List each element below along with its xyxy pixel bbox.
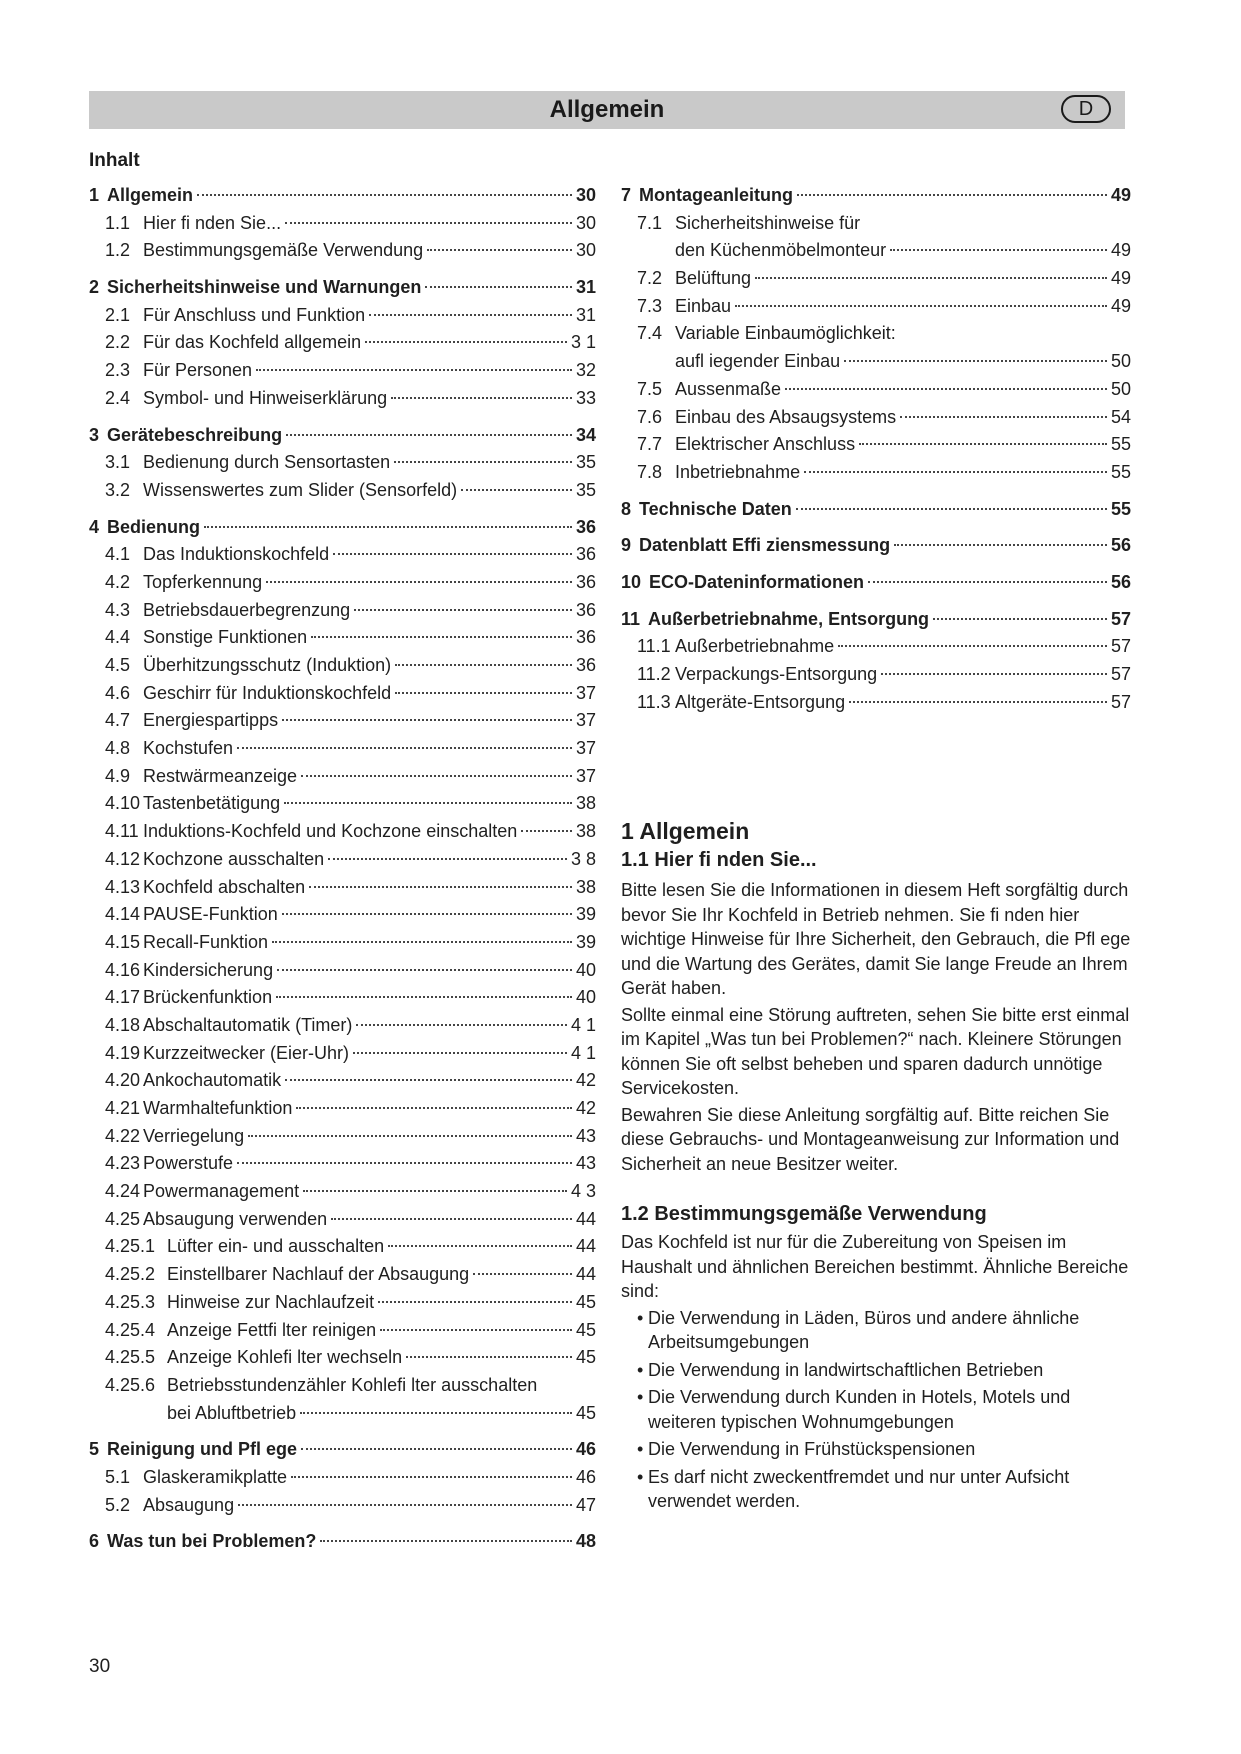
toc-page-number: 34 [575,424,596,445]
toc-entry: bei Abluftbetrieb 45 [89,1400,596,1428]
toc-entry: 5.1 Glaskeramikplatte 46 [89,1464,596,1492]
toc-page-number: 39 [575,931,596,952]
toc-entry: 4.9 Restwärmeanzeige 37 [89,763,596,791]
toc-entry: 4.13 Kochfeld abschalten 38 [89,874,596,902]
toc-entry: 1.1 Hier fi nden Sie... 30 [89,210,596,238]
paragraph: Das Kochfeld ist nur für die Zubereitung von Speisen im Haushalt und ähnlichen Bereichen bestimmt. Ähnliche Bereiche sind: [621,1232,1129,1301]
toc-page-number: 37 [575,710,596,731]
toc-page-number: 56 [1110,571,1131,592]
toc-page-number: 55 [1110,498,1131,519]
toc-page-number: 42 [575,1098,596,1118]
toc-chapter: 7 Montageanleitung 49 [621,182,1131,210]
toc-entry: 4.8 Kochstufen 37 [89,735,596,763]
toc-page-number: 45 [575,1347,596,1368]
toc-page-number: 49 [1110,268,1131,289]
toc-chapter: 10 ECO-Dateninformationen 56 [621,569,1131,597]
list-item: • Die Verwendung in Läden, Büros und andere ähnliche Arbeitsumgebungen [637,1307,1080,1352]
toc-chapter: 1 Allgemein 30 [89,182,596,210]
toc-page-number: 49 [1110,185,1131,205]
toc-entry: 4.25.3 Hinweise zur Nachlaufzeit 45 [89,1289,596,1317]
list-item: • Die Verwendung durch Kunden in Hotels, Motels und weiteren typischen Wohnumgebungen [637,1387,1071,1432]
toc-entry: 7.2 Belüftung 49 [621,265,1131,293]
toc-entry: 7.3 Einbau 49 [621,293,1131,321]
toc-entry: 7.6 Einbau des Absaugsystems 54 [621,404,1131,432]
toc-chapter: 6 Was tun bei Problemen? 48 [89,1528,596,1556]
toc-page-number: 37 [575,765,596,786]
toc-page-number: 50 [1110,378,1131,399]
toc-entry: 4.17 Brückenfunktion 40 [89,984,596,1012]
toc-entry: 2.4 Symbol- und Hinweiserklärung 33 [89,385,596,413]
toc-page-number: 36 [575,544,596,565]
toc-entry: 11.3 Altgeräte-Entsorgung 57 [621,689,1131,717]
bullet-icon: • [637,1439,644,1459]
toc-page-number: 40 [575,959,596,980]
toc-page-number: 49 [1110,240,1131,261]
toc-page-number: 55 [1110,434,1131,455]
toc-page-number: 33 [575,387,596,408]
section-heading: 1 Allgemein [621,818,750,844]
toc-page-number: 55 [1110,461,1131,482]
toc-entry: 4.22 Verriegelung 43 [89,1123,596,1151]
toc-entry: 4.20 Ankochautomatik 42 [89,1067,596,1095]
toc-entry: 4.24 Powermanagement 4 3 [89,1178,596,1206]
subsection-heading: 1.1 Hier fi nden Sie... [621,849,817,871]
toc-chapter: 2 Sicherheitshinweise und Warnungen 31 [89,274,596,302]
toc-entry: 2.3 Für Personen 32 [89,357,596,385]
toc-entry: 4.21 Warmhaltefunktion 42 [89,1095,596,1123]
toc-page-number: 30 [575,185,596,205]
bullet-icon: • [637,1359,644,1380]
toc-page-number: 47 [575,1494,596,1515]
list-item: • Die Verwendung in Frühstückspensionen [621,1437,1131,1462]
list-item: • Die Verwendung in landwirtschaftlichen Betrieben [621,1358,1131,1383]
toc-entry: 4.2 Topferkennung 36 [89,569,596,597]
toc-page-number: 46 [575,1439,596,1460]
toc-entry: 4.12 Kochzone ausschalten 3 8 [89,846,596,874]
toc-entry: 4.11 Induktions-Kochfeld und Kochzone einschalten 38 [89,818,596,846]
toc-page-number: 48 [575,1531,596,1552]
toc-page-number: 44 [575,1236,596,1257]
header-bar [89,91,1125,129]
toc-chapter: 9 Datenblatt Effi ziensmessung 56 [621,532,1131,560]
toc-entry: 4.14 PAUSE-Funktion 39 [89,901,596,929]
toc-chapter: 11 Außerbetriebnahme, Entsorgung 57 [621,606,1131,634]
toc-entry: 4.23 Powerstufe 43 [89,1150,596,1178]
toc-entry: 7.8 Inbetriebnahme 55 [621,459,1131,487]
bullet-icon: • [637,1466,644,1487]
toc-page-number: 57 [1110,636,1131,657]
language-badge: D [1061,95,1111,123]
toc-chapter: 5 Reinigung und Pfl ege 46 [89,1436,596,1464]
list-item: • Es darf nicht zweckentfremdet und nur unter Aufsicht verwendet werden. [637,1466,1070,1511]
toc-heading: Inhalt [89,150,140,171]
toc-page-number: 36 [575,516,596,537]
toc-page-number: 40 [575,987,596,1008]
bullet-list [621,1306,1131,1514]
toc-page-number: 45 [575,1402,596,1423]
toc-page-number: 45 [575,1319,596,1340]
toc-entry: 7.5 Aussenmaße 50 [621,376,1131,404]
paragraph: Sollte einmal eine Störung auftreten, sehen Sie bitte erst einmal im Kapitel „Was tun bei Problemen?“ nach. Kleinere Störungen können Sie oft selbst beheben und sparen dadurch unnötige Servicekosten. [621,1004,1130,1098]
toc-left-column [89,182,596,1556]
paragraph: Bitte lesen Sie die Informationen in diesem Heft sorgfältig durch bevor Sie Ihr Kochfeld in Betrieb nehmen. Sie fi nden hier wichtige Hinweise für Ihre Sicherheit, den Gebrauch, die Pfl ege und die Wartung des Gerätes, damit Sie lange Freude an Ihrem Gerät haben. [621,880,1131,998]
bullet-icon: • [637,1307,644,1328]
toc-entry: 4.25 Absaugung verwenden 44 [89,1206,596,1234]
toc-entry: 4.15 Recall-Funktion 39 [89,929,596,957]
toc-entry: 4.25.1 Lüfter ein- und ausschalten 44 [89,1233,596,1261]
toc-page-number: 30 [575,240,596,261]
toc-page-number: 57 [1110,691,1131,712]
toc-page-number: 42 [575,1070,596,1091]
bullet-icon: • [637,1387,644,1407]
toc-entry: 4.6 Geschirr für Induktionskochfeld 37 [89,680,596,708]
toc-page-number: 31 [575,304,596,325]
toc-entry: 11.2 Verpackungs-Entsorgung 57 [621,661,1131,689]
toc-page-number: 3 1 [570,332,596,353]
toc-page-number: 3 8 [570,848,596,869]
toc-entry: 4.25.5 Anzeige Kohlefi lter wechseln 45 [89,1344,596,1372]
toc-entry: 7.1 Sicherheitshinweise für [637,212,861,233]
toc-entry: 7.7 Elektrischer Anschluss 55 [621,431,1131,459]
toc-page-number: 38 [575,793,596,814]
toc-entry: 4.7 Energiespartipps 37 [89,707,596,735]
toc-entry: 4.19 Kurzzeitwecker (Eier-Uhr) 4 1 [89,1040,596,1068]
toc-page-number: 36 [575,599,596,620]
paragraph: Bewahren Sie diese Anleitung sorgfältig auf. Bitte reichen Sie diese Gebrauchs- und Montageanweisung zur Information und Sicherheit an neue Besitzer weiter. [621,1104,1120,1174]
toc-chapter: 3 Gerätebeschreibung 34 [89,422,596,450]
toc-entry: 2.1 Für Anschluss und Funktion 31 [89,302,596,330]
toc-entry: 4.25.6 Betriebsstundenzähler Kohlefi lter ausschalten [105,1374,538,1395]
toc-page-number: 54 [1110,406,1131,427]
toc-page-number: 36 [575,627,596,648]
toc-entry: 4.16 Kindersicherung 40 [89,957,596,985]
toc-entry: aufl iegender Einbau 50 [621,348,1131,376]
toc-page-number: 57 [1110,608,1131,629]
toc-entry: 4.18 Abschaltautomatik (Timer) 4 1 [89,1012,596,1040]
toc-page-number: 50 [1110,351,1131,372]
toc-page-number: 37 [575,682,596,703]
toc-page-number: 45 [575,1291,596,1312]
toc-page-number: 35 [575,452,596,473]
toc-page-number: 35 [575,479,596,500]
toc-chapter: 4 Bedienung 36 [89,514,596,542]
toc-chapter: 8 Technische Daten 55 [621,496,1131,524]
toc-right-column [621,182,1131,716]
toc-entry: 11.1 Außerbetriebnahme 57 [621,633,1131,661]
toc-page-number: 4 3 [570,1181,596,1202]
toc-entry: 4.4 Sonstige Funktionen 36 [89,624,596,652]
toc-page-number: 56 [1110,535,1131,556]
toc-page-number: 46 [575,1466,596,1487]
toc-page-number: 4 1 [570,1014,596,1035]
toc-page-number: 43 [575,1125,596,1146]
toc-page-number: 44 [575,1264,596,1285]
toc-page-number: 43 [575,1153,596,1174]
toc-page-number: 36 [575,571,596,592]
section-allgemein [621,818,1131,1178]
page-title: Allgemein [549,96,665,123]
toc-entry: 4.25.2 Einstellbarer Nachlauf der Absaugung 44 [89,1261,596,1289]
toc-entry: 4.5 Überhitzungsschutz (Induktion) 36 [89,652,596,680]
toc-entry: 3.2 Wissenswertes zum Slider (Sensorfeld) 35 [89,477,596,505]
toc-page-number: 38 [575,821,596,842]
toc-entry: 4.10 Tastenbetätigung 38 [89,790,596,818]
toc-entry: 3.1 Bedienung durch Sensortasten 35 [89,449,596,477]
toc-entry: 1.2 Bestimmungsgemäße Verwendung 30 [89,237,596,265]
toc-entry: 2.2 Für das Kochfeld allgemein 3 1 [89,329,596,357]
toc-page-number: 31 [575,277,596,298]
toc-entry: den Küchenmöbelmonteur 49 [621,237,1131,265]
toc-page-number: 38 [575,876,596,897]
page-number: 30 [89,1656,111,1677]
toc-page-number: 39 [575,904,596,925]
toc-page-number: 36 [575,655,596,675]
toc-entry: 4.3 Betriebsdauerbegrenzung 36 [89,597,596,625]
subsection-heading: 1.2 Bestimmungsgemäße Verwendung [621,1203,987,1225]
toc-entry: 7.4 Variable Einbaumöglichkeit: [637,323,896,344]
toc-entry: 5.2 Absaugung 47 [89,1492,596,1520]
toc-page-number: 49 [1110,295,1131,316]
toc-page-number: 30 [575,212,596,233]
toc-page-number: 32 [575,360,596,381]
toc-entry: 4.25.4 Anzeige Fettfi lter reinigen 45 [89,1317,596,1345]
toc-page-number: 37 [575,738,596,759]
toc-entry: 4.1 Das Induktionskochfeld 36 [89,541,596,569]
toc-page-number: 4 1 [570,1042,596,1063]
toc-page-number: 57 [1110,664,1131,684]
section-verwendung [621,1203,1131,1517]
toc-page-number: 44 [575,1208,596,1229]
